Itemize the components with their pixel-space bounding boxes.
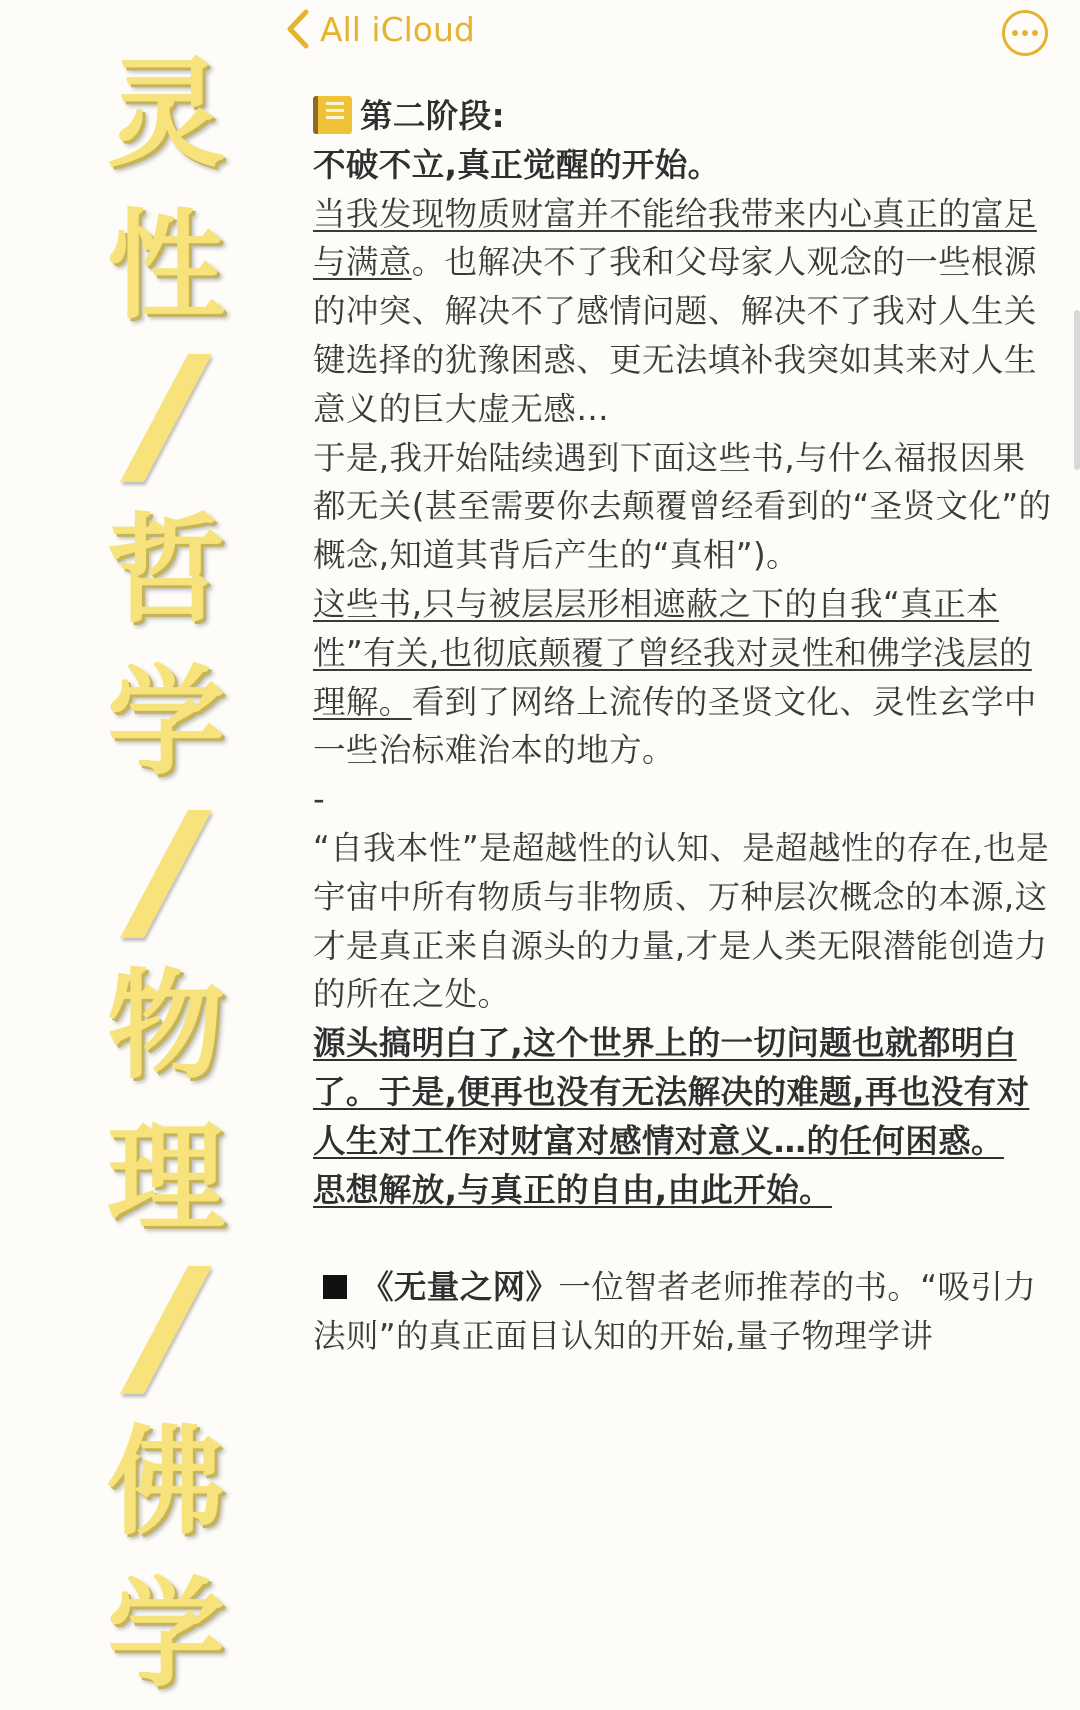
navbar (280, 0, 1080, 64)
paragraph: 于是,我开始陆续遇到下面这些书,与什么福报因果都无关(甚至需要你去颠覆曾经看到的“圣贤文化”的概念,知道其背后产生的“真相”)。 (313, 438, 1052, 575)
paragraph: “自我本性”是超越性的认知、是超越性的存在,也是宇宙中所有物质与非物质、万种层次概念的本源,这才是真正来自源头的力量,才是人类无限潜能创造力的所在之处。 (313, 828, 1050, 1014)
dash-divider: - (313, 780, 326, 819)
slash-separator (120, 354, 212, 482)
slash-separator (120, 810, 212, 938)
notebook-icon (313, 96, 352, 134)
back-button[interactable] (282, 8, 475, 50)
side-title-char: 佛 (106, 1413, 225, 1551)
scroll-indicator[interactable] (1074, 310, 1080, 470)
back-label: All iCloud (320, 9, 475, 49)
side-title-char: 灵 (106, 45, 225, 183)
note-subheading: 不破不立,真正觉醒的开始。 (313, 145, 721, 184)
side-title-char: 学 (106, 1565, 225, 1703)
chevron-left-icon (282, 8, 316, 50)
ellipsis-circle-icon (1012, 30, 1018, 36)
bold-paragraph: 源头搞明白了,这个世界上的一切问题也就都明白了。于是,便再也没有无法解决的难题,再也没有对人生对工作对财富对感情对意义…的任何困惑。 (313, 1024, 1030, 1160)
side-title-char: 哲 (106, 501, 225, 639)
side-title-char: 理 (106, 1109, 225, 1247)
bold-paragraph: 思想解放,与真正的自由,由此开始。 (313, 1170, 832, 1209)
side-title-char: 学 (106, 653, 225, 791)
book-item: 《无量之网》一位智者老师推荐的书。“吸引力法则”的真正面目认知的开始,量子物理学讲 (313, 1268, 1037, 1355)
black-square-icon (323, 1275, 347, 1299)
note-heading: 第二阶段: (313, 92, 1053, 141)
side-title (96, 38, 236, 1710)
more-options-button[interactable] (1002, 10, 1048, 56)
side-title-char: 物 (106, 957, 225, 1095)
paragraph: 这些书,只与被层层形相遮蔽之下的自我“真正本性”有关,也彻底颠覆了曾经我对灵性和佛学浅层的理解。看到了网络上流传的圣贤文化、灵性玄学中一些治标难治本的地方。 (313, 584, 1037, 770)
side-title-char: 性 (106, 197, 225, 335)
slash-separator (120, 1266, 212, 1394)
note-body[interactable] (313, 92, 1053, 1361)
paragraph: 当我发现物质财富并不能给我带来内心真正的富足与满意。也解决不了我和父母家人观念的一些根源的冲突、解决不了感情问题、解决不了我对人生关键选择的犹豫困惑、更无法填补我突如其来对人生意义的巨大虚无感… (313, 194, 1037, 428)
